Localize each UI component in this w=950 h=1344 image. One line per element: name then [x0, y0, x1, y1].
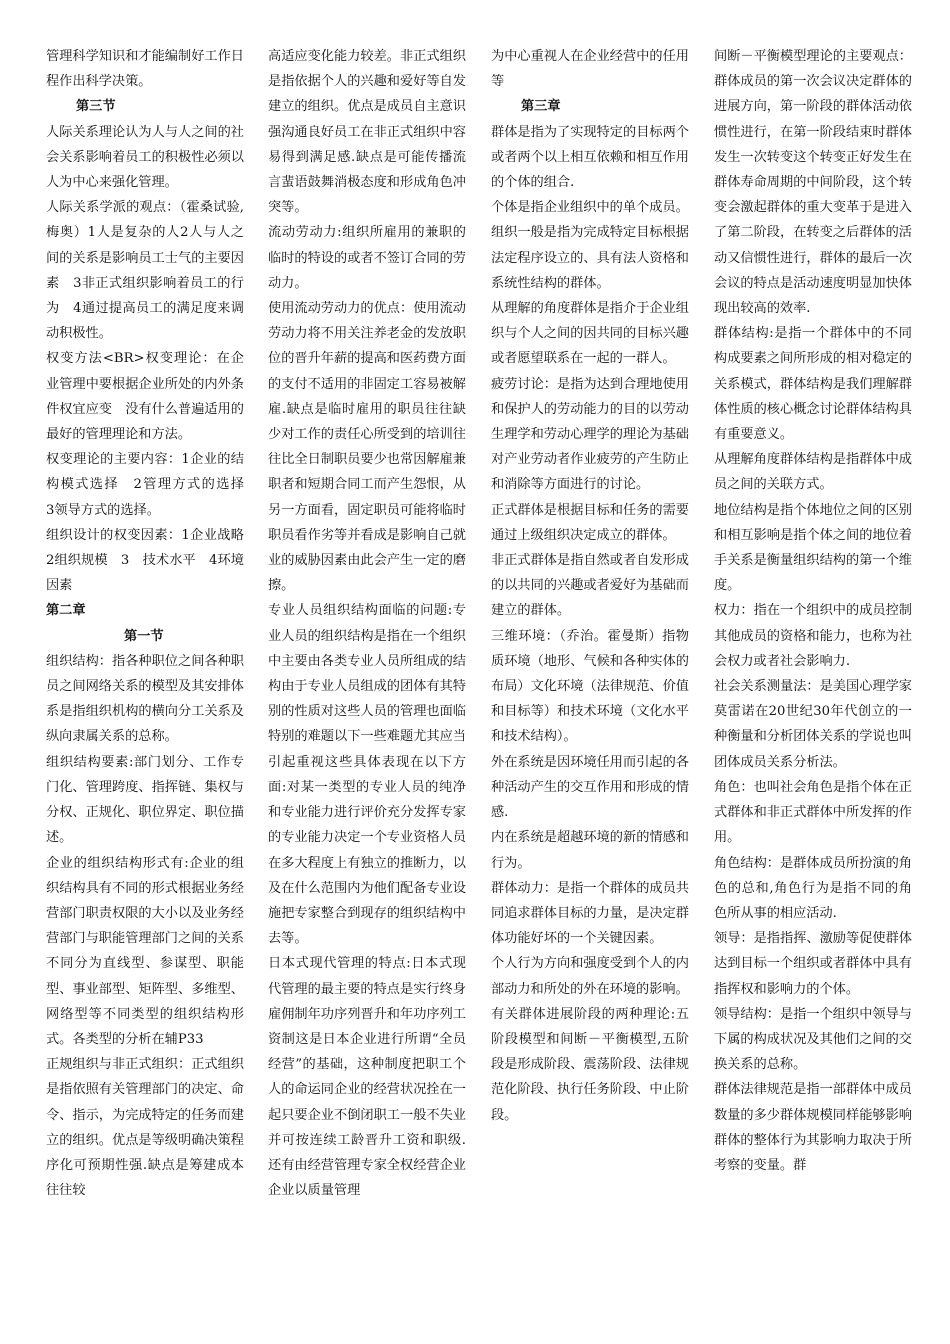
- paragraph: 权力：指在一个组织中的成员控制其他成员的资格和能力，也称为社会权力或者社会影响力.: [714, 603, 912, 669]
- paragraph: 群体结构:是指一个群体中的不同构成要素之间所形成的相对稳定的关系模式，群体结构是我们理解群体性质的核心概念讨论群体结构具有重要意义。: [714, 326, 912, 443]
- paragraph: 组织结构要素:部门划分、工作专门化、管理跨度、指挥链、集权与分权、正规化、职位界定、职位描述。: [46, 754, 244, 846]
- paragraph: 地位结构是指个体地位之间的区别和相互影响是指个体之间的地位着手关系是衡量组织结构的第一个维度。: [714, 502, 912, 594]
- paragraph: 人际关系理论认为人与人之间的社会关系影响着员工的积极性必须以人为中心来强化管理。: [46, 124, 244, 191]
- paragraph: 日本式现代管理的特点:日本式现代管理的最主要的特点是实行终身雇佣制年功序列晋升和年功序列工资制这是日本企业进行所谓“全员经营”的基础，这种制度把职工个人的命运同企业的经营状况拴在一起只要企业不倒闭职工一般不失业并可按连续工龄晋升工资和职级.还有由经营管理专家全权经营企业 企业以质量管理: [268, 956, 480, 1199]
- paragraph: 高适应变化能力较差。非正式组织是指依据个人的兴趣和爱好等自发建立的组织。优点是成员自主意识强沟通良好员工在非正式组织中容易得到满足感.缺点是可能传播流言蜚语鼓舞消极态度和形成角色冲突等。: [268, 49, 466, 216]
- paragraph: 人际关系学派的观点：（霍桑试验,梅奥）1人是复杂的人2人与人之间的关系是影响员工士气的主要因素 3非正式组织影响着员工的行为 4通过提高员工的满足度来调动积极性。: [46, 200, 244, 342]
- paragraph: 外在系统是因环境任用而引起的各种活动产生的交互作用和形成的情感.: [491, 754, 689, 821]
- paragraph: 群体是指为了实现特定的目标两个或者两个以上相互依赖和相互作用的个体的组合.: [491, 124, 689, 191]
- column-1: [46, 44, 258, 1203]
- paragraph: 从理解的角度群体是指介于企业组织与个人之间的因共同的目标兴趣或者愿望联系在一起的一群人。: [491, 301, 689, 367]
- paragraph: 正规组织与非正式组织：正式组织是指依照有关管理部门的决定、命令、指示，为完成特定的任务而建立的组织。优点是等级明确决策程序化可预期性强.缺点是筹建成本往往较: [46, 1057, 244, 1199]
- paragraph: 组织一般是指为完成特定目标根据法定程序设立的、具有法人资格和系统性结构的群体。: [491, 225, 689, 291]
- paragraph: 群体法律规范是指一部群体中成员数量的多少群体规模同样能够影响群体的整体行为其影响力取决于所考察的变量。群: [714, 1082, 912, 1173]
- section-heading: 第三章: [521, 99, 561, 115]
- section-heading: 第一节: [124, 628, 164, 644]
- section-heading: 第二章: [46, 603, 86, 619]
- paragraph: 群体动力：是指一个群体的成员共同追求群体目标的力量，是决定群体功能好坏的一个关键因素。: [491, 880, 689, 947]
- section-heading: 第三节: [76, 99, 116, 115]
- paragraph: 组织结构：指各种职位之间各种职员之间网络关系的模型及其安排体系是指组织机构的横向分工关系及纵向隶属关系的总称。: [46, 653, 244, 745]
- paragraph: 为中心重视人在企业经营中的任用等: [491, 49, 689, 90]
- paragraph: 角色：也叫社会角色是指个体在正式群体和非正式群体中所发挥的作用。: [714, 779, 912, 846]
- paragraph: 间断－平衡模型理论的主要观点：群体成员的第一次会议决定群体的进展方向，第一阶段的群体活动依惯性进行，在第一阶段结束时群体发生一次转变这个转变正好发生在群体寿命周期的中间阶段，这个转变会激起群体的重大变革于是进入了第二阶段，在转变之后群体的活动又信惯性进行，群体的最后一次会议的特点是活动速度明显加快体现出较高的效率.: [714, 49, 912, 317]
- paragraph: 从理解角度群体结构是指群体中成员之间的关联方式。: [714, 452, 912, 493]
- paragraph: 社会关系测量法：是美国心理学家莫雷诺在20世纪30年代创立的一种衡量和分析团体关系的学说也叫团体成员关系分析法。: [714, 679, 912, 770]
- paragraph: 有关群体进展阶段的两种理论:五阶段模型和间断－平衡模型,五阶段是形成阶段、震荡阶段、法律规范化阶段、执行任务阶段、中止阶段。: [491, 1006, 689, 1123]
- column-4: [714, 44, 912, 1178]
- paragraph: 权变方法<BR>权变理论：在企业管理中要根据企业所处的内外条件权宜应变 没有什么普遍适用的最好的管理理论和方法。: [46, 351, 244, 443]
- column-3: [491, 44, 689, 1128]
- paragraph: 领导：是指指挥、激励等促使群体达到目标一个组织或者群体中具有指挥权和影响力的个体。: [714, 931, 912, 997]
- paragraph: 组织设计的权变因素：1企业战略 2组织规模 3 技术水平 4环境因素: [46, 527, 258, 594]
- paragraph: 疲劳讨论：是指为达到合理地使用和保护人的劳动能力的目的以劳动生理学和劳动心理学的理论为基础对产业劳动者作业疲劳的产生防止和消除等方面进行的讨论。: [491, 376, 689, 493]
- paragraph: 角色结构：是群体成员所扮演的角色的总和,角色行为是指不同的角色所从事的相应活动.: [714, 855, 912, 921]
- paragraph: 内在系统是超越环境的新的情感和行为。: [491, 830, 689, 871]
- paragraph: 领导结构：是指一个组织中领导与下属的构成状况及其他们之间的交换关系的总称。: [714, 1006, 912, 1073]
- paragraph: 使用流动劳动力的优点：使用流动劳动力将不用关注养老金的发放职位的晋升年薪的提高和医药费方面的支付不适用的非固定工容易被解雇.缺点是临时雇用的职员往往缺少对工作的责任心所受到的培训往往比全日制职员要少也常因解雇兼职者和短期合同工而产生怨恨，从另一方面看，固定职员可能将临时职员看作劣等并看成是影响自己就业的威胁因素由此会产生一定的磨擦。: [268, 301, 466, 594]
- paragraph: 管理科学知识和才能编制好工作日程作出科学决策。: [46, 49, 244, 90]
- paragraph: 正式群体是根据目标和任务的需要通过上级组织决定成立的群体。: [491, 502, 689, 543]
- paragraph: 企业的组织结构形式有:企业的组织结构具有不同的形式根据业务经营部门职责权限的大小以及业务经营部门与职能管理部门之间的关系不同分为直线型、参谋型、职能型、事业部型、矩阵型、多维型、网络型等不同类型的组织结构形式。各类型的分析在辅P33: [46, 855, 244, 1047]
- paragraph: 个人行为方向和强度受到个人的内部动力和所处的外在环境的影响。: [491, 956, 689, 997]
- column-2: [268, 44, 480, 1203]
- paragraph: 流动劳动力:组织所雇用的兼职的临时的特设的或者不签订合同的劳动力。: [268, 225, 466, 291]
- paragraph: 三维环境：（乔治。霍曼斯）指物质环境（地形、气候和各种实体的布局）文化环境（法律规范、价值和目标等）和技术环境（文化水平和技术结构）。: [491, 628, 689, 745]
- paragraph: 专业人员组织结构面临的问题:专业人员的组织结构是指在一个组织中主要由各类专业人员所组成的结构由于专业人员组成的团体有其特别的性质对这些人员的管理也面临特别的难题以下一些难题尤其应当引起重视这些具体表现在以下方面:对某一类型的专业人员的纯净和专业能力进行评价充分发挥专家的专业能力决定一个专业资格人员在多大程度上有独立的推断力，以及在什么范围内为他们配备专业设施把专家整合到现存的组织结构中去等。: [268, 603, 466, 947]
- paragraph: 权变理论的主要内容：1企业的结构模式选择 2管理方式的选择 3领导方式的选择。: [46, 452, 258, 518]
- paragraph: 个体是指企业组织中的单个成员。: [491, 200, 689, 216]
- paragraph: 非正式群体是指自然或者自发形成的以共同的兴趣或者爱好为基础而建立的群体。: [491, 553, 689, 619]
